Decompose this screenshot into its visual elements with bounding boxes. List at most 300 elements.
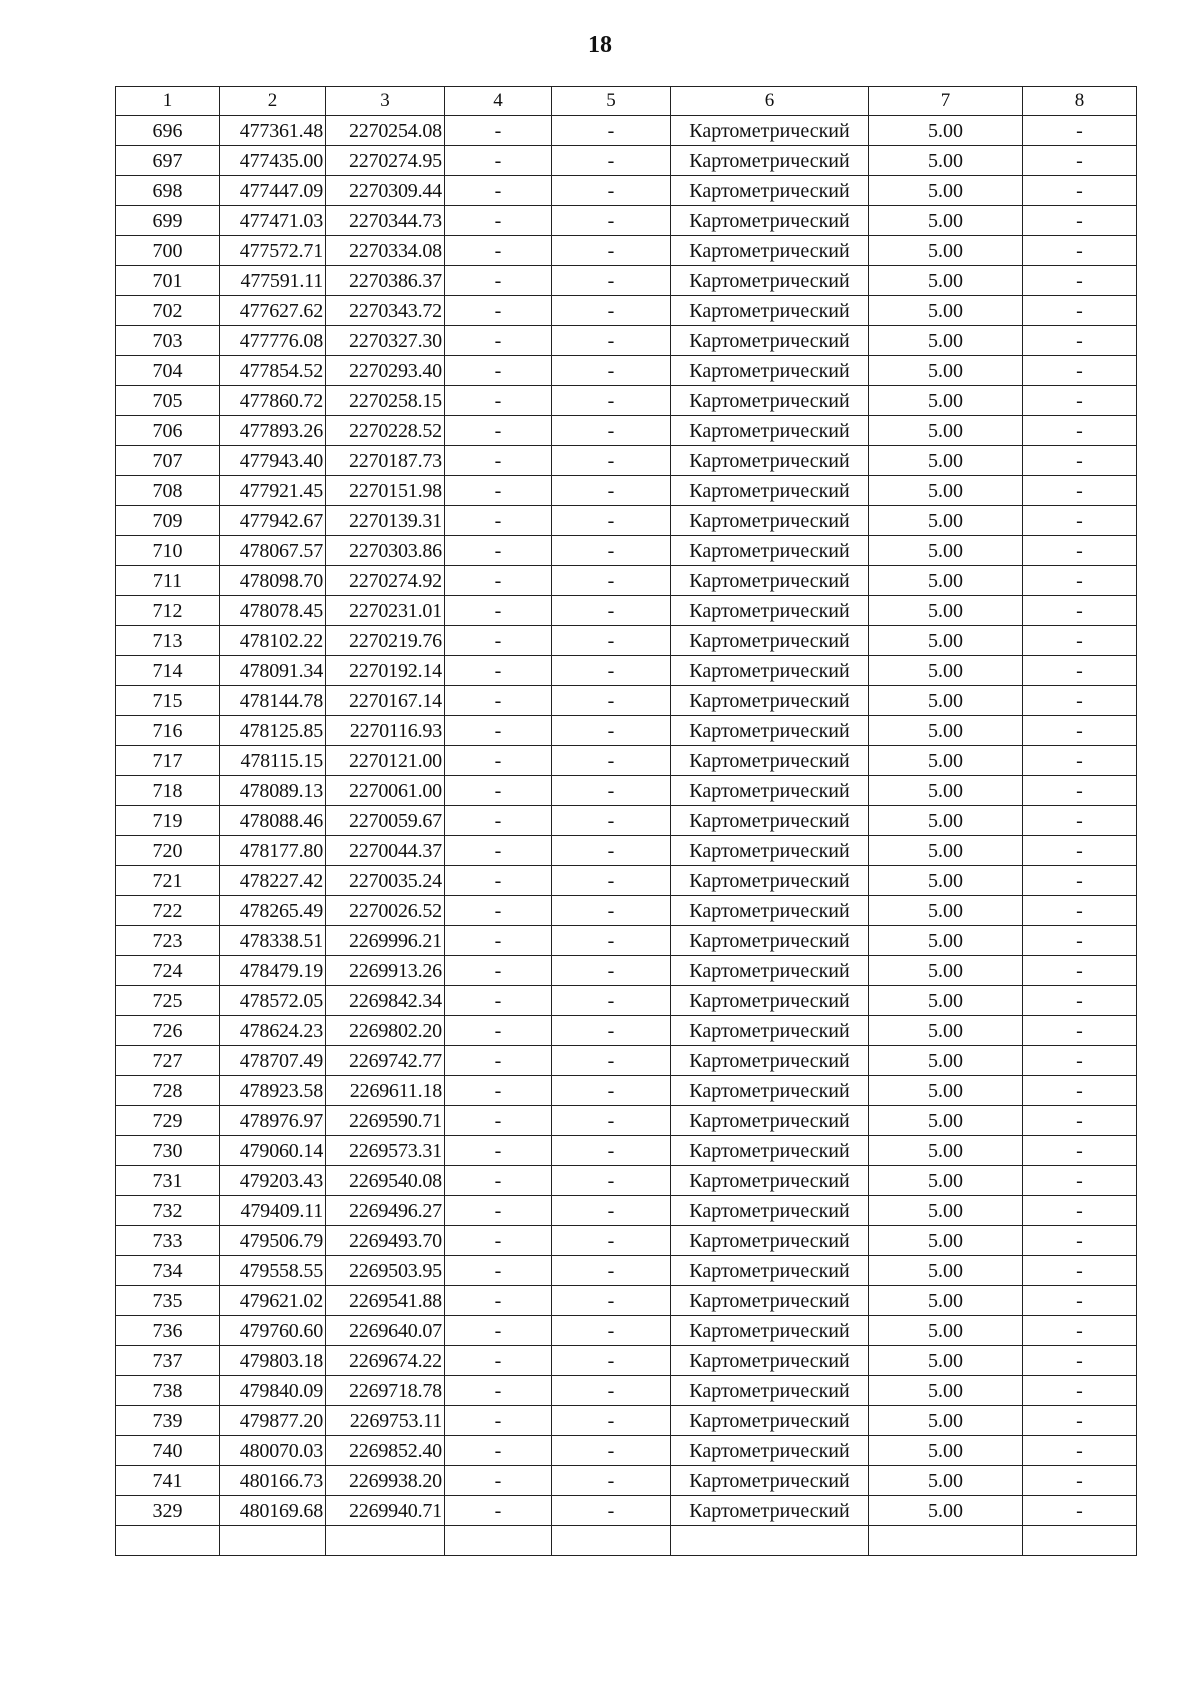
accuracy-cell: 5.00	[869, 1286, 1023, 1316]
column-8-cell: -	[1023, 1496, 1137, 1526]
column-4-cell: -	[445, 986, 552, 1016]
table-row	[116, 206, 1137, 236]
accuracy-cell: 5.00	[869, 1016, 1023, 1046]
accuracy-cell: 5.00	[869, 1076, 1023, 1106]
y-coordinate-cell: 2269718.78	[326, 1376, 445, 1406]
x-coordinate-cell: 477591.11	[220, 266, 326, 296]
y-coordinate-cell: 2270228.52	[326, 416, 445, 446]
x-coordinate-cell: 478088.46	[220, 806, 326, 836]
point-number-cell: 722	[116, 896, 220, 926]
column-8-cell: -	[1023, 596, 1137, 626]
y-coordinate-cell: 2270061.00	[326, 776, 445, 806]
accuracy-cell: 5.00	[869, 836, 1023, 866]
column-5-cell: -	[552, 386, 671, 416]
point-number-cell: 709	[116, 506, 220, 536]
y-coordinate-cell: 2270044.37	[326, 836, 445, 866]
y-coordinate-cell: 2270343.72	[326, 296, 445, 326]
method-cell: Картометрический	[671, 1196, 869, 1226]
method-cell: Картометрический	[671, 986, 869, 1016]
x-coordinate-cell: 478976.97	[220, 1106, 326, 1136]
x-coordinate-cell: 478098.70	[220, 566, 326, 596]
x-coordinate-cell: 478102.22	[220, 626, 326, 656]
column-5-cell: -	[552, 446, 671, 476]
accuracy-cell: 5.00	[869, 656, 1023, 686]
column-8-cell: -	[1023, 326, 1137, 356]
method-cell: Картометрический	[671, 206, 869, 236]
point-number-cell: 717	[116, 746, 220, 776]
column-5-cell: -	[552, 1106, 671, 1136]
x-coordinate-cell: 477471.03	[220, 206, 326, 236]
column-5-cell: -	[552, 1226, 671, 1256]
column-8-cell: -	[1023, 1376, 1137, 1406]
column-8-cell: -	[1023, 536, 1137, 566]
column-8-cell: -	[1023, 1016, 1137, 1046]
x-coordinate-cell: 477854.52	[220, 356, 326, 386]
point-number-cell: 701	[116, 266, 220, 296]
x-coordinate-cell: 479803.18	[220, 1346, 326, 1376]
column-4-cell: -	[445, 956, 552, 986]
column-5-cell: -	[552, 566, 671, 596]
column-8-cell	[1023, 1526, 1137, 1556]
table-row	[116, 596, 1137, 626]
column-8-cell: -	[1023, 656, 1137, 686]
point-number-cell: 712	[116, 596, 220, 626]
accuracy-cell: 5.00	[869, 1196, 1023, 1226]
x-coordinate-cell: 478144.78	[220, 686, 326, 716]
column-5-cell: -	[552, 536, 671, 566]
column-4-cell: -	[445, 1106, 552, 1136]
x-coordinate-cell: 477361.48	[220, 116, 326, 146]
column-8-cell: -	[1023, 956, 1137, 986]
method-cell	[671, 1526, 869, 1556]
y-coordinate-cell: 2269541.88	[326, 1286, 445, 1316]
method-cell: Картометрический	[671, 656, 869, 686]
x-coordinate-cell: 480166.73	[220, 1466, 326, 1496]
table-row	[116, 1346, 1137, 1376]
column-4-cell: -	[445, 416, 552, 446]
accuracy-cell: 5.00	[869, 386, 1023, 416]
x-coordinate-cell: 478338.51	[220, 926, 326, 956]
column-4-cell: -	[445, 1346, 552, 1376]
column-5-cell: -	[552, 146, 671, 176]
point-number-cell: 718	[116, 776, 220, 806]
table-row	[116, 1226, 1137, 1256]
table-row	[116, 356, 1137, 386]
y-coordinate-cell: 2269753.11	[326, 1406, 445, 1436]
table-row	[116, 326, 1137, 356]
column-4-cell: -	[445, 1316, 552, 1346]
column-5-cell: -	[552, 866, 671, 896]
point-number-cell: 736	[116, 1316, 220, 1346]
method-cell: Картометрический	[671, 116, 869, 146]
y-coordinate-cell: 2269540.08	[326, 1166, 445, 1196]
table-row	[116, 1166, 1137, 1196]
point-number-cell: 713	[116, 626, 220, 656]
column-8-cell: -	[1023, 806, 1137, 836]
y-coordinate-cell: 2269496.27	[326, 1196, 445, 1226]
y-coordinate-cell: 2269913.26	[326, 956, 445, 986]
x-coordinate-cell: 479621.02	[220, 1286, 326, 1316]
method-cell: Картометрический	[671, 266, 869, 296]
method-cell: Картометрический	[671, 536, 869, 566]
table-row	[116, 1406, 1137, 1436]
x-coordinate-cell: 479409.11	[220, 1196, 326, 1226]
column-8-cell: -	[1023, 1466, 1137, 1496]
column-5-cell: -	[552, 1196, 671, 1226]
table-row	[116, 476, 1137, 506]
x-coordinate-cell: 478624.23	[220, 1016, 326, 1046]
y-coordinate-cell: 2270254.08	[326, 116, 445, 146]
column-8-cell: -	[1023, 356, 1137, 386]
table-row	[116, 1286, 1137, 1316]
table-row	[116, 1106, 1137, 1136]
column-4-cell: -	[445, 1046, 552, 1076]
column-4-cell: -	[445, 1376, 552, 1406]
point-number-cell: 708	[116, 476, 220, 506]
x-coordinate-cell: 477572.71	[220, 236, 326, 266]
column-4-cell: -	[445, 536, 552, 566]
table-row	[116, 986, 1137, 1016]
column-8-cell: -	[1023, 716, 1137, 746]
method-cell: Картометрический	[671, 296, 869, 326]
column-5-cell: -	[552, 206, 671, 236]
method-cell: Картометрический	[671, 1166, 869, 1196]
y-coordinate-cell: 2270116.93	[326, 716, 445, 746]
column-header: 3	[326, 87, 445, 116]
column-5-cell: -	[552, 716, 671, 746]
table-row	[116, 1436, 1137, 1466]
method-cell: Картометрический	[671, 866, 869, 896]
x-coordinate-cell: 478177.80	[220, 836, 326, 866]
table-row	[116, 746, 1137, 776]
method-cell: Картометрический	[671, 1466, 869, 1496]
method-cell: Картометрический	[671, 1406, 869, 1436]
method-cell: Картометрический	[671, 1046, 869, 1076]
x-coordinate-cell	[220, 1526, 326, 1556]
method-cell: Картометрический	[671, 236, 869, 266]
x-coordinate-cell: 477776.08	[220, 326, 326, 356]
column-5-cell: -	[552, 686, 671, 716]
accuracy-cell: 5.00	[869, 1466, 1023, 1496]
y-coordinate-cell: 2269742.77	[326, 1046, 445, 1076]
x-coordinate-cell: 478572.05	[220, 986, 326, 1016]
point-number-cell: 705	[116, 386, 220, 416]
method-cell: Картометрический	[671, 686, 869, 716]
table-body	[116, 116, 1137, 1556]
column-5-cell: -	[552, 1166, 671, 1196]
column-4-cell: -	[445, 1166, 552, 1196]
x-coordinate-cell: 478479.19	[220, 956, 326, 986]
column-5-cell: -	[552, 1346, 671, 1376]
column-8-cell: -	[1023, 986, 1137, 1016]
column-4-cell: -	[445, 1286, 552, 1316]
table-row	[116, 1496, 1137, 1526]
accuracy-cell: 5.00	[869, 896, 1023, 926]
point-number-cell: 699	[116, 206, 220, 236]
accuracy-cell: 5.00	[869, 266, 1023, 296]
column-header: 1	[116, 87, 220, 116]
y-coordinate-cell: 2269493.70	[326, 1226, 445, 1256]
y-coordinate-cell: 2270192.14	[326, 656, 445, 686]
table-row	[116, 1376, 1137, 1406]
table-row	[116, 1256, 1137, 1286]
column-4-cell: -	[445, 836, 552, 866]
point-number-cell: 724	[116, 956, 220, 986]
column-8-cell: -	[1023, 1076, 1137, 1106]
point-number-cell: 700	[116, 236, 220, 266]
column-8-cell: -	[1023, 446, 1137, 476]
method-cell: Картометрический	[671, 746, 869, 776]
column-8-cell: -	[1023, 1406, 1137, 1436]
column-5-cell: -	[552, 1136, 671, 1166]
table-row	[116, 956, 1137, 986]
column-5-cell: -	[552, 1496, 671, 1526]
method-cell: Картометрический	[671, 386, 869, 416]
column-5-cell: -	[552, 1076, 671, 1106]
point-number-cell	[116, 1526, 220, 1556]
column-4-cell: -	[445, 1466, 552, 1496]
column-8-cell: -	[1023, 1286, 1137, 1316]
accuracy-cell: 5.00	[869, 476, 1023, 506]
table-row	[116, 1196, 1137, 1226]
column-5-cell: -	[552, 1286, 671, 1316]
point-number-cell: 711	[116, 566, 220, 596]
method-cell: Картометрический	[671, 1106, 869, 1136]
column-4-cell: -	[445, 926, 552, 956]
column-4-cell: -	[445, 146, 552, 176]
table-row	[116, 1526, 1137, 1556]
column-5-cell: -	[552, 1316, 671, 1346]
y-coordinate-cell: 2269842.34	[326, 986, 445, 1016]
column-8-cell: -	[1023, 866, 1137, 896]
column-4-cell: -	[445, 566, 552, 596]
column-4-cell: -	[445, 896, 552, 926]
point-number-cell: 702	[116, 296, 220, 326]
column-8-cell: -	[1023, 896, 1137, 926]
accuracy-cell: 5.00	[869, 776, 1023, 806]
column-5-cell: -	[552, 926, 671, 956]
column-4-cell: -	[445, 356, 552, 386]
accuracy-cell: 5.00	[869, 1166, 1023, 1196]
y-coordinate-cell: 2270274.92	[326, 566, 445, 596]
table-row	[116, 1316, 1137, 1346]
accuracy-cell: 5.00	[869, 956, 1023, 986]
column-5-cell: -	[552, 116, 671, 146]
table-row	[116, 146, 1137, 176]
column-4-cell: -	[445, 1436, 552, 1466]
y-coordinate-cell: 2270139.31	[326, 506, 445, 536]
point-number-cell: 719	[116, 806, 220, 836]
method-cell: Картометрический	[671, 506, 869, 536]
column-5-cell: -	[552, 1436, 671, 1466]
y-coordinate-cell: 2270151.98	[326, 476, 445, 506]
column-4-cell: -	[445, 116, 552, 146]
column-4-cell: -	[445, 1406, 552, 1436]
table-row	[116, 266, 1137, 296]
method-cell: Картометрический	[671, 1226, 869, 1256]
y-coordinate-cell: 2270231.01	[326, 596, 445, 626]
column-8-cell: -	[1023, 176, 1137, 206]
accuracy-cell: 5.00	[869, 1316, 1023, 1346]
point-number-cell: 696	[116, 116, 220, 146]
accuracy-cell: 5.00	[869, 806, 1023, 836]
point-number-cell: 741	[116, 1466, 220, 1496]
column-8-cell: -	[1023, 206, 1137, 236]
y-coordinate-cell: 2269852.40	[326, 1436, 445, 1466]
accuracy-cell: 5.00	[869, 716, 1023, 746]
method-cell: Картометрический	[671, 1496, 869, 1526]
y-coordinate-cell: 2270187.73	[326, 446, 445, 476]
column-5-cell: -	[552, 656, 671, 686]
point-number-cell: 735	[116, 1286, 220, 1316]
column-8-cell: -	[1023, 116, 1137, 146]
column-4-cell: -	[445, 266, 552, 296]
y-coordinate-cell: 2270167.14	[326, 686, 445, 716]
column-5-cell: -	[552, 1376, 671, 1406]
method-cell: Картометрический	[671, 356, 869, 386]
column-4-cell: -	[445, 806, 552, 836]
method-cell: Картометрический	[671, 446, 869, 476]
column-5-cell: -	[552, 596, 671, 626]
coordinates-table	[115, 86, 1137, 1556]
column-8-cell: -	[1023, 236, 1137, 266]
accuracy-cell: 5.00	[869, 1256, 1023, 1286]
accuracy-cell: 5.00	[869, 296, 1023, 326]
accuracy-cell: 5.00	[869, 1496, 1023, 1526]
accuracy-cell: 5.00	[869, 1376, 1023, 1406]
table-row	[116, 386, 1137, 416]
column-header: 8	[1023, 87, 1137, 116]
x-coordinate-cell: 480169.68	[220, 1496, 326, 1526]
y-coordinate-cell: 2270258.15	[326, 386, 445, 416]
method-cell: Картометрический	[671, 716, 869, 746]
y-coordinate-cell: 2269938.20	[326, 1466, 445, 1496]
accuracy-cell: 5.00	[869, 146, 1023, 176]
method-cell: Картометрический	[671, 146, 869, 176]
y-coordinate-cell: 2270274.95	[326, 146, 445, 176]
y-coordinate-cell: 2270309.44	[326, 176, 445, 206]
table-row	[116, 116, 1137, 146]
column-5-cell: -	[552, 806, 671, 836]
point-number-cell: 740	[116, 1436, 220, 1466]
column-8-cell: -	[1023, 296, 1137, 326]
point-number-cell: 738	[116, 1376, 220, 1406]
column-4-cell: -	[445, 1076, 552, 1106]
column-8-cell: -	[1023, 746, 1137, 776]
x-coordinate-cell: 479877.20	[220, 1406, 326, 1436]
y-coordinate-cell: 2270059.67	[326, 806, 445, 836]
point-number-cell: 707	[116, 446, 220, 476]
column-4-cell: -	[445, 656, 552, 686]
accuracy-cell: 5.00	[869, 1436, 1023, 1466]
column-5-cell: -	[552, 506, 671, 536]
method-cell: Картометрический	[671, 1136, 869, 1166]
column-8-cell: -	[1023, 1106, 1137, 1136]
column-8-cell: -	[1023, 146, 1137, 176]
column-5-cell: -	[552, 1406, 671, 1436]
accuracy-cell: 5.00	[869, 626, 1023, 656]
point-number-cell: 710	[116, 536, 220, 566]
y-coordinate-cell: 2269802.20	[326, 1016, 445, 1046]
column-8-cell: -	[1023, 506, 1137, 536]
method-cell: Картометрический	[671, 1346, 869, 1376]
x-coordinate-cell: 477943.40	[220, 446, 326, 476]
column-4-cell: -	[445, 626, 552, 656]
x-coordinate-cell: 480070.03	[220, 1436, 326, 1466]
y-coordinate-cell: 2269940.71	[326, 1496, 445, 1526]
table-row	[116, 1076, 1137, 1106]
method-cell: Картометрический	[671, 1016, 869, 1046]
column-header: 6	[671, 87, 869, 116]
column-4-cell: -	[445, 206, 552, 236]
accuracy-cell: 5.00	[869, 596, 1023, 626]
column-5-cell: -	[552, 776, 671, 806]
column-8-cell: -	[1023, 626, 1137, 656]
accuracy-cell: 5.00	[869, 116, 1023, 146]
column-4-cell: -	[445, 506, 552, 536]
y-coordinate-cell: 2269674.22	[326, 1346, 445, 1376]
table-row	[116, 896, 1137, 926]
accuracy-cell: 5.00	[869, 1046, 1023, 1076]
table-row	[116, 446, 1137, 476]
y-coordinate-cell: 2270334.08	[326, 236, 445, 266]
x-coordinate-cell: 478089.13	[220, 776, 326, 806]
x-coordinate-cell: 479060.14	[220, 1136, 326, 1166]
x-coordinate-cell: 479203.43	[220, 1166, 326, 1196]
x-coordinate-cell: 477435.00	[220, 146, 326, 176]
column-4-cell: -	[445, 1496, 552, 1526]
method-cell: Картометрический	[671, 776, 869, 806]
y-coordinate-cell	[326, 1526, 445, 1556]
accuracy-cell: 5.00	[869, 986, 1023, 1016]
table-row	[116, 626, 1137, 656]
x-coordinate-cell: 478265.49	[220, 896, 326, 926]
column-header: 4	[445, 87, 552, 116]
point-number-cell: 725	[116, 986, 220, 1016]
point-number-cell: 697	[116, 146, 220, 176]
method-cell: Картометрический	[671, 596, 869, 626]
accuracy-cell: 5.00	[869, 326, 1023, 356]
column-4-cell: -	[445, 776, 552, 806]
table-row	[116, 806, 1137, 836]
point-number-cell: 726	[116, 1016, 220, 1046]
x-coordinate-cell: 478115.15	[220, 746, 326, 776]
table-row	[116, 836, 1137, 866]
column-5-cell: -	[552, 266, 671, 296]
method-cell: Картометрический	[671, 416, 869, 446]
accuracy-cell: 5.00	[869, 416, 1023, 446]
x-coordinate-cell: 478091.34	[220, 656, 326, 686]
accuracy-cell: 5.00	[869, 536, 1023, 566]
y-coordinate-cell: 2270327.30	[326, 326, 445, 356]
accuracy-cell: 5.00	[869, 1106, 1023, 1136]
point-number-cell: 723	[116, 926, 220, 956]
column-8-cell: -	[1023, 266, 1137, 296]
column-5-cell: -	[552, 326, 671, 356]
point-number-cell: 733	[116, 1226, 220, 1256]
method-cell: Картометрический	[671, 626, 869, 656]
method-cell: Картометрический	[671, 926, 869, 956]
column-8-cell: -	[1023, 926, 1137, 956]
x-coordinate-cell: 478227.42	[220, 866, 326, 896]
accuracy-cell: 5.00	[869, 1346, 1023, 1376]
table-row	[116, 776, 1137, 806]
column-8-cell: -	[1023, 1136, 1137, 1166]
point-number-cell: 714	[116, 656, 220, 686]
accuracy-cell: 5.00	[869, 206, 1023, 236]
table-row	[116, 926, 1137, 956]
method-cell: Картометрический	[671, 1316, 869, 1346]
